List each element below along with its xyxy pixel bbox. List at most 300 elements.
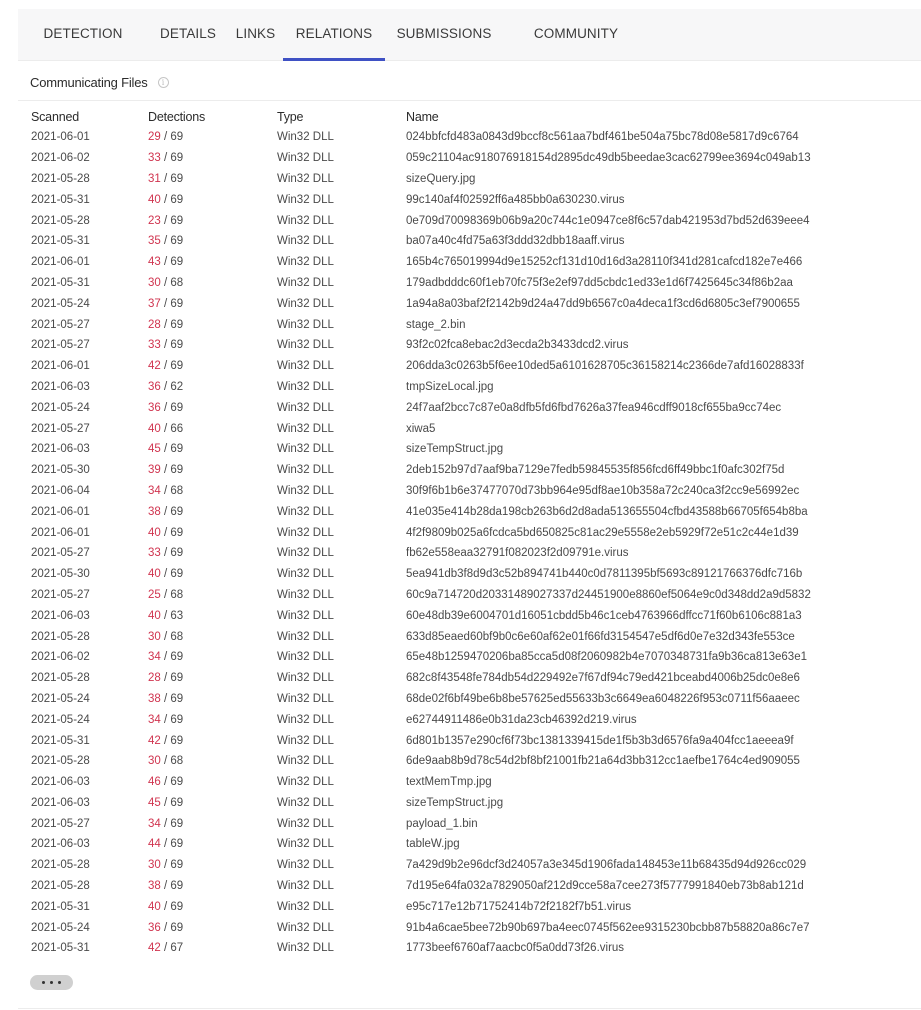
table-row[interactable] — [18, 148, 811, 169]
detections — [148, 564, 277, 585]
scanned-date: 2021-06-02 — [31, 152, 90, 165]
file-type: Win32 DLL — [277, 464, 334, 477]
detection-positives: 34 — [148, 651, 161, 664]
detection-separator: / — [160, 401, 171, 414]
detection-separator: / — [160, 630, 171, 643]
detection-positives: 36 — [148, 380, 161, 393]
detections — [148, 585, 277, 606]
detection-total: 69 — [170, 651, 184, 664]
file-type: Win32 DLL — [277, 588, 334, 601]
table-row[interactable] — [18, 335, 811, 356]
detection-separator: / — [160, 318, 171, 331]
file-type: Win32 DLL — [277, 401, 334, 414]
file-name-link[interactable]: 68de02f6bf49be6b8be57625ed55633b3c6649ea6048226f953c0711f56aaeec — [406, 692, 800, 705]
file-name-link[interactable]: 99c140af4f02592ff6a485bb0a630230.virus — [406, 193, 625, 206]
table-row[interactable] — [18, 709, 811, 730]
table-row[interactable] — [18, 397, 811, 418]
file-type: Win32 DLL — [277, 131, 334, 144]
detections — [148, 314, 277, 335]
file-name-link[interactable]: 60c9a714720d20331489027337d24451900e8860ef5064e9c0d348dd2a9d5832 — [406, 588, 811, 601]
file-type: Win32 DLL — [277, 568, 334, 581]
table-row[interactable] — [18, 730, 811, 751]
detection-separator: / — [160, 692, 171, 705]
file-name-link[interactable]: 7d195e64fa032a7829050af212d9cce58a7cee273f5777991840eb73b8ab121d — [406, 880, 804, 893]
file-name-link[interactable]: 5ea941db3f8d9d3c52b894741b440c0d7811395bf5693c89121766376dfc716b — [406, 568, 803, 581]
file-type: Win32 DLL — [277, 443, 334, 456]
detection-positives: 25 — [148, 588, 161, 601]
file-name-link[interactable]: 91b4a6cae5bee72b90b697ba4eec0745f562ee9315230bcbb87b58820a86c7e7 — [406, 921, 810, 934]
detection-positives: 40 — [148, 526, 161, 539]
detection-separator: / — [160, 672, 171, 685]
detection-separator: / — [160, 276, 171, 289]
table-row[interactable] — [18, 876, 811, 897]
detection-total: 66 — [170, 422, 184, 435]
detection-separator: / — [160, 755, 171, 768]
table-body — [18, 127, 811, 959]
detection-positives: 42 — [148, 734, 161, 747]
detections — [148, 689, 277, 710]
table-row[interactable] — [18, 855, 811, 876]
table-row[interactable] — [18, 293, 811, 314]
scanned-date: 2021-05-28 — [31, 172, 90, 185]
detection-total: 69 — [170, 172, 184, 185]
file-name-link[interactable]: ba07a40c4fd75a63f3ddd32dbb18aaff.virus — [406, 235, 625, 248]
file-name-link[interactable]: 30f9f6b1b6e37477070d73bb964e95df8ae10b358a72c240ca3f2cc9e56992ec — [406, 484, 800, 497]
table-row[interactable] — [18, 647, 811, 668]
scanned-date: 2021-06-03 — [31, 443, 90, 456]
scanned-date: 2021-06-03 — [31, 380, 90, 393]
detection-total: 69 — [170, 256, 184, 269]
table-row[interactable] — [18, 896, 811, 917]
detection-separator: / — [160, 443, 171, 456]
detection-total: 69 — [170, 152, 184, 165]
detection-separator: / — [160, 339, 171, 352]
detections — [148, 397, 277, 418]
file-name-link[interactable]: 165b4c765019994d9e15252cf131d10d16d3a28110f341d281cafcd182e7e466 — [406, 256, 803, 269]
detection-total: 69 — [170, 401, 184, 414]
file-name-link[interactable]: 93f2c02fca8ebac2d3ecda2b3433dcd2.virus — [406, 339, 629, 352]
detection-total: 69 — [170, 776, 184, 789]
detection-positives: 31 — [148, 172, 161, 185]
detections — [148, 377, 277, 398]
table-row[interactable] — [18, 501, 811, 522]
file-type: Win32 DLL — [277, 859, 334, 872]
communicating-files-table — [18, 106, 811, 959]
detections — [148, 626, 277, 647]
scanned-date: 2021-05-28 — [31, 672, 90, 685]
detections — [148, 501, 277, 522]
file-name-link[interactable]: 7a429d9b2e96dcf3d24057a3e345d1906fada148453e11b68435d94d926cc029 — [406, 859, 807, 872]
scanned-date: 2021-05-31 — [31, 235, 90, 248]
tab-links[interactable]: LINKS — [235, 26, 276, 41]
scanned-date: 2021-05-31 — [31, 276, 90, 289]
file-name-link[interactable]: 1773beef6760af7aacbc0f5a0dd73f26.virus — [406, 942, 625, 955]
detections — [148, 543, 277, 564]
detections — [148, 647, 277, 668]
detections — [148, 481, 277, 502]
table-row[interactable] — [18, 668, 811, 689]
scanned-date: 2021-06-01 — [31, 256, 90, 269]
detection-separator: / — [160, 921, 171, 934]
file-name-link[interactable]: stage_2.bin — [406, 318, 466, 331]
file-type: Win32 DLL — [277, 921, 334, 934]
file-type: Win32 DLL — [277, 360, 334, 373]
scanned-date: 2021-05-27 — [31, 339, 90, 352]
tab-bar — [18, 9, 921, 61]
scanned-date: 2021-06-01 — [31, 505, 90, 518]
tab-detection[interactable]: DETECTION — [43, 26, 123, 41]
detection-separator: / — [160, 380, 171, 393]
table-row[interactable] — [18, 772, 811, 793]
file-name-link[interactable]: 2deb152b97d7aaf9ba7129e7fedb59845535f856fcd6ff49bbc1f0afc302f75d — [406, 464, 785, 477]
file-name-link[interactable]: 4f2f9809b025a6fcdca5bd650825c81ac29e5558e2eb5929f72e51c2c44e1d39 — [406, 526, 799, 539]
header-scanned: Scanned — [31, 109, 79, 124]
more-dots-icon — [50, 981, 53, 984]
detections — [148, 730, 277, 751]
detection-separator: / — [160, 484, 171, 497]
table-row[interactable] — [18, 751, 811, 772]
file-name-link[interactable]: 206dda3c0263b5f6ee10ded5a6101628705c36158214c2366de7afd16028833f — [406, 360, 804, 373]
file-type: Win32 DLL — [277, 172, 334, 185]
file-name-link[interactable]: payload_1.bin — [406, 817, 478, 830]
detection-total: 69 — [170, 568, 184, 581]
table-row[interactable] — [18, 439, 811, 460]
table-row[interactable] — [18, 189, 811, 210]
file-type: Win32 DLL — [277, 318, 334, 331]
detections — [148, 356, 277, 377]
file-name-link[interactable]: tableW.jpg — [406, 838, 460, 851]
detection-positives: 42 — [148, 360, 161, 373]
detections — [148, 938, 277, 959]
detections — [148, 439, 277, 460]
file-name-link[interactable]: 024bbfcfd483a0843d9bccf8c561aa7bdf461be504a75bc78d08e5817d9c6764 — [406, 131, 799, 144]
table-row[interactable] — [18, 127, 811, 148]
detection-positives: 44 — [148, 838, 161, 851]
scanned-date: 2021-05-27 — [31, 422, 90, 435]
file-name-link[interactable]: 65e48b1259470206ba85cca5d08f2060982b4e7070348731fa9b36ca813e63e1 — [406, 651, 807, 664]
detection-total: 69 — [170, 318, 184, 331]
detections — [148, 855, 277, 876]
detections — [148, 189, 277, 210]
scanned-date: 2021-05-24 — [31, 692, 90, 705]
detections — [148, 834, 277, 855]
detection-total: 68 — [170, 276, 184, 289]
table-row[interactable] — [18, 231, 811, 252]
table-row[interactable] — [18, 605, 811, 626]
detection-positives: 30 — [148, 755, 161, 768]
detection-separator: / — [160, 859, 171, 872]
detection-separator: / — [160, 235, 171, 248]
detection-separator: / — [160, 588, 171, 601]
file-report-page — [18, 9, 921, 1009]
table-row[interactable] — [18, 169, 811, 190]
table-row[interactable] — [18, 793, 811, 814]
file-type: Win32 DLL — [277, 235, 334, 248]
file-name-link[interactable]: 60e48db39e6004701d16051cbdd5b46c1ceb4763966dffcc71f60b6106c881a3 — [406, 609, 802, 622]
file-type: Win32 DLL — [277, 214, 334, 227]
detection-separator: / — [160, 464, 171, 477]
scanned-date: 2021-05-28 — [31, 630, 90, 643]
file-name-link[interactable]: 6d801b1357e290cf6f73bc1381339415de1f5b3b3d6576fa9a404fcc1aeeea9f — [406, 734, 794, 747]
file-type: Win32 DLL — [277, 900, 334, 913]
detections — [148, 127, 277, 148]
detection-positives: 23 — [148, 214, 161, 227]
detection-total: 69 — [170, 692, 184, 705]
file-type: Win32 DLL — [277, 713, 334, 726]
scanned-date: 2021-05-24 — [31, 713, 90, 726]
file-name-link[interactable]: sizeQuery.jpg — [406, 172, 476, 185]
detection-positives: 30 — [148, 276, 161, 289]
file-name-link[interactable]: 633d85eaed60bf9b0c6e60af62e01f66fd3154547e5df6d0e7e32d343fe553ce — [406, 630, 795, 643]
file-name-link[interactable]: xiwa5 — [406, 422, 436, 435]
scanned-date: 2021-05-27 — [31, 547, 90, 560]
scanned-date: 2021-05-28 — [31, 880, 90, 893]
table-row[interactable] — [18, 460, 811, 481]
detection-separator: / — [160, 609, 171, 622]
scanned-date: 2021-06-03 — [31, 796, 90, 809]
table-row[interactable] — [18, 210, 811, 231]
file-name-link[interactable]: 24f7aaf2bcc7c87e0a8dfb5fd6fbd7626a37fea946cdff9018cf655ba9cc74ec — [406, 401, 782, 414]
detections — [148, 148, 277, 169]
table-row[interactable] — [18, 543, 811, 564]
detection-positives: 34 — [148, 713, 161, 726]
detection-separator: / — [160, 360, 171, 373]
file-type: Win32 DLL — [277, 526, 334, 539]
detections — [148, 210, 277, 231]
detections — [148, 273, 277, 294]
scanned-date: 2021-05-24 — [31, 297, 90, 310]
file-type: Win32 DLL — [277, 838, 334, 851]
detection-separator: / — [160, 900, 171, 913]
file-type: Win32 DLL — [277, 942, 334, 955]
detection-separator: / — [160, 568, 171, 581]
detection-separator: / — [160, 297, 171, 310]
detections — [148, 917, 277, 938]
detections — [148, 605, 277, 626]
section-title: Communicating Files — [30, 75, 148, 90]
detection-separator: / — [160, 152, 171, 165]
table-row[interactable] — [18, 418, 811, 439]
file-name-link[interactable]: 1a94a8a03baf2f2142b9d24a47dd9b6567c0a4deca1f3cd6d6805c3ef7900655 — [406, 297, 800, 310]
file-type: Win32 DLL — [277, 672, 334, 685]
detections — [148, 293, 277, 314]
communicating-files-header — [18, 65, 921, 101]
load-more-button[interactable] — [30, 975, 73, 990]
file-type: Win32 DLL — [277, 276, 334, 289]
detection-separator: / — [160, 131, 171, 144]
file-name-link[interactable]: 41e035e414b28da198cb263b6d2d8ada513655504cfbd43588b66705f654b8ba — [406, 505, 808, 518]
detection-total: 68 — [170, 588, 184, 601]
file-name-link[interactable]: 179adbdddc60f1eb70fc75f3e2ef97dd5cbdc1ed33e1d6f7425645c34f86b2aa — [406, 276, 793, 289]
file-type: Win32 DLL — [277, 817, 334, 830]
detection-separator: / — [160, 172, 171, 185]
info-circle-icon[interactable]: i — [158, 77, 169, 88]
table-row[interactable] — [18, 564, 811, 585]
detections — [148, 231, 277, 252]
detection-separator: / — [160, 713, 171, 726]
file-type: Win32 DLL — [277, 256, 334, 269]
detection-separator: / — [160, 776, 171, 789]
detection-positives: 45 — [148, 796, 161, 809]
detection-total: 69 — [170, 193, 184, 206]
detection-positives: 35 — [148, 235, 161, 248]
detection-positives: 40 — [148, 422, 161, 435]
detections — [148, 522, 277, 543]
detections — [148, 793, 277, 814]
scanned-date: 2021-05-27 — [31, 318, 90, 331]
file-type: Win32 DLL — [277, 547, 334, 560]
file-name-link[interactable]: e62744911486e0b31da23cb46392d219.virus — [406, 713, 637, 726]
detection-total: 63 — [170, 609, 184, 622]
table-row[interactable] — [18, 813, 811, 834]
detection-total: 69 — [170, 900, 184, 913]
file-name-link[interactable]: textMemTmp.jpg — [406, 776, 492, 789]
scanned-date: 2021-05-28 — [31, 859, 90, 872]
file-type: Win32 DLL — [277, 609, 334, 622]
detection-positives: 33 — [148, 152, 161, 165]
detection-positives: 30 — [148, 859, 161, 872]
file-name-link[interactable]: sizeTempStruct.jpg — [406, 443, 504, 456]
detection-positives: 33 — [148, 547, 161, 560]
table-header-row — [18, 106, 811, 127]
detection-total: 62 — [170, 380, 184, 393]
detection-separator: / — [160, 942, 171, 955]
detection-positives: 38 — [148, 880, 161, 893]
table-row[interactable] — [18, 689, 811, 710]
detection-total: 69 — [170, 339, 184, 352]
table-row[interactable] — [18, 356, 811, 377]
detection-positives: 38 — [148, 505, 161, 518]
detection-positives: 40 — [148, 609, 161, 622]
detection-positives: 29 — [148, 131, 161, 144]
file-type: Win32 DLL — [277, 651, 334, 664]
file-type: Win32 DLL — [277, 796, 334, 809]
file-type: Win32 DLL — [277, 776, 334, 789]
detection-positives: 40 — [148, 900, 161, 913]
table-row[interactable] — [18, 377, 811, 398]
file-name-link[interactable]: 059c21104ac918076918154d2895dc49db5beedae3cac62799ee3694c049ab13 — [406, 152, 811, 165]
detections — [148, 813, 277, 834]
detection-total: 69 — [170, 713, 184, 726]
table-row[interactable] — [18, 522, 811, 543]
detection-separator: / — [160, 547, 171, 560]
table-row[interactable] — [18, 273, 811, 294]
scanned-date: 2021-06-01 — [31, 131, 90, 144]
scanned-date: 2021-05-27 — [31, 588, 90, 601]
file-name-link[interactable]: sizeTempStruct.jpg — [406, 796, 504, 809]
detection-total: 68 — [170, 484, 184, 497]
detection-separator: / — [160, 817, 171, 830]
detection-positives: 45 — [148, 443, 161, 456]
detection-total: 69 — [170, 734, 184, 747]
scanned-date: 2021-06-01 — [31, 360, 90, 373]
detection-separator: / — [160, 651, 171, 664]
detections — [148, 896, 277, 917]
detection-total: 69 — [170, 921, 184, 934]
detection-total: 69 — [170, 214, 184, 227]
detection-separator: / — [160, 526, 171, 539]
table-row[interactable] — [18, 834, 811, 855]
detection-total: 69 — [170, 672, 184, 685]
file-type: Win32 DLL — [277, 692, 334, 705]
header-name: Name — [406, 109, 439, 124]
detection-separator: / — [160, 734, 171, 747]
scanned-date: 2021-05-31 — [31, 193, 90, 206]
detection-positives: 34 — [148, 817, 161, 830]
table-row[interactable] — [18, 314, 811, 335]
detection-total: 67 — [170, 942, 184, 955]
detection-separator: / — [160, 880, 171, 893]
file-type: Win32 DLL — [277, 880, 334, 893]
tab-relations[interactable]: RELATIONS — [283, 9, 385, 60]
scanned-date: 2021-05-27 — [31, 817, 90, 830]
detection-total: 69 — [170, 547, 184, 560]
detection-positives: 33 — [148, 339, 161, 352]
table-row[interactable] — [18, 252, 811, 273]
table-row[interactable] — [18, 626, 811, 647]
detection-separator: / — [160, 838, 171, 851]
file-name-link[interactable]: 682c8f43548fe784db54d229492e7f67df94c79ed421bceabd4006b25dc0e8e6 — [406, 672, 800, 685]
detection-total: 69 — [170, 796, 184, 809]
scanned-date: 2021-05-24 — [31, 401, 90, 414]
detections — [148, 709, 277, 730]
detection-positives: 42 — [148, 942, 161, 955]
detections — [148, 418, 277, 439]
file-name-link[interactable]: 6de9aab8b9d78c54d2bf8bf21001fb21a64d3bb312cc1aefbe1764c4ed909055 — [406, 755, 800, 768]
detections — [148, 460, 277, 481]
detections — [148, 772, 277, 793]
detection-positives: 40 — [148, 568, 161, 581]
scanned-date: 2021-05-31 — [31, 900, 90, 913]
tab-details[interactable]: DETAILS — [160, 26, 216, 41]
tab-submissions[interactable]: SUBMISSIONS — [396, 26, 492, 41]
scanned-date: 2021-05-31 — [31, 734, 90, 747]
header-type: Type — [277, 109, 304, 124]
detection-separator: / — [160, 193, 171, 206]
file-name-link[interactable]: tmpSizeLocal.jpg — [406, 380, 494, 393]
scanned-date: 2021-06-01 — [31, 526, 90, 539]
more-dots-icon — [58, 981, 61, 984]
detection-positives: 28 — [148, 672, 161, 685]
file-type: Win32 DLL — [277, 755, 334, 768]
table-row[interactable] — [18, 917, 811, 938]
table-row[interactable] — [18, 481, 811, 502]
detection-total: 68 — [170, 630, 184, 643]
detection-positives: 28 — [148, 318, 161, 331]
scanned-date: 2021-06-03 — [31, 609, 90, 622]
detection-total: 69 — [170, 297, 184, 310]
table-row[interactable] — [18, 585, 811, 606]
detections — [148, 751, 277, 772]
table-row[interactable] — [18, 938, 811, 959]
detection-total: 69 — [170, 859, 184, 872]
file-type: Win32 DLL — [277, 734, 334, 747]
detection-total: 69 — [170, 464, 184, 477]
detection-positives: 37 — [148, 297, 161, 310]
scanned-date: 2021-05-31 — [31, 942, 90, 955]
detection-positives: 40 — [148, 193, 161, 206]
detections — [148, 335, 277, 356]
detection-positives: 43 — [148, 256, 161, 269]
detection-separator: / — [160, 796, 171, 809]
file-name-link[interactable]: fb62e558eaa32791f082023f2d09791e.virus — [406, 547, 629, 560]
file-name-link[interactable]: 0e709d70098369b06b9a20c744c1e0947ce8f6c57dab421953d7bd52d639eee4 — [406, 214, 810, 227]
file-name-link[interactable]: e95c717e12b71752414b72f2182f7b51.virus — [406, 900, 632, 913]
tab-community[interactable]: COMMUNITY — [533, 26, 619, 41]
detection-positives: 38 — [148, 692, 161, 705]
detection-total: 69 — [170, 838, 184, 851]
file-type: Win32 DLL — [277, 193, 334, 206]
